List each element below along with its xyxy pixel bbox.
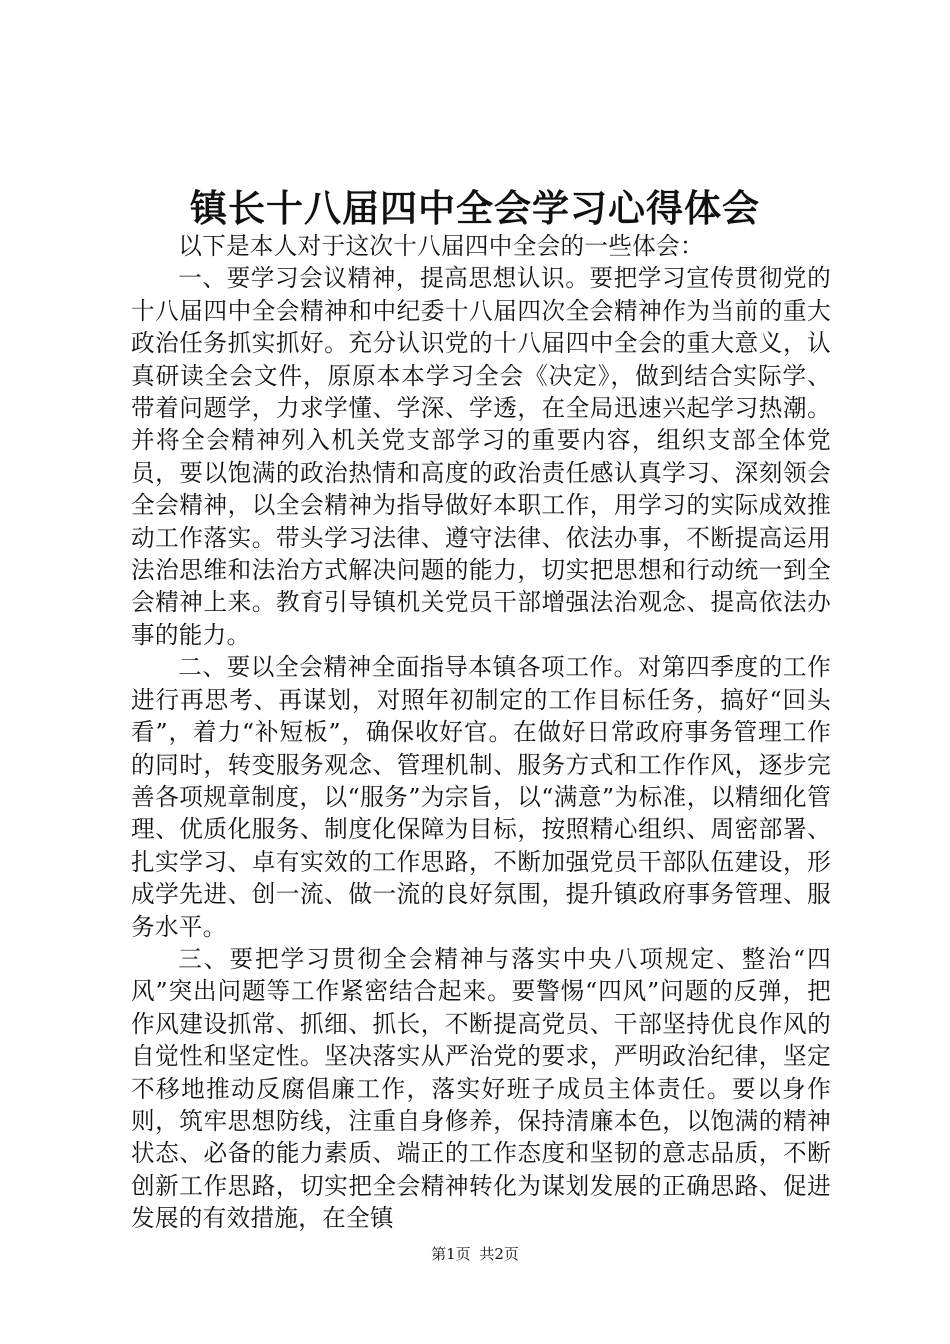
paragraph-1: 一、要学习会议精神，提高思想认识。要把学习宣传贯彻党的十八届四中全会精神和中纪委十八届四次全会精神作为当前的重大政治任务抓实抓好。充分认识党的十八届四中全会的重大意义，认真研读全会文件，原原本本学习全会《决定》，做到结合实际学、带着问题学，力求学懂、学深、学透，在全局迅速兴起学习热潮。并将全会精神列入机关党支部学习的重要内容，组织支部全体党员，要以饱满的政治热情和高度的政治责任感认真学习、深刻领会全会精神，以全会精神为指导做好本职工作，用学习的实际成效推动工作落实。带头学习法律、遵守法律、依法办事，不断提高运用法治思维和法治方式解决问题的能力，切实把思想和行动统一到全会精神上来。教育引导镇机关党员干部增强法治观念、提高依法办事的能力。 [131,264,831,649]
paragraph-3: 三、要把学习贯彻全会精神与落实中央八项规定、整治“四风”突出问题等工作紧密结合起来。要警惕“四风”问题的反弹，把作风建设抓常、抓细、抓长，不断提高党员、干部坚持优良作风的自觉性和坚定性。坚决落实从严治党的要求，严明政治纪律，坚定不移地推动反腐倡廉工作，落实好班子成员主体责任。要以身作则，筑牢思想防线，注重自身修养，保持清廉本色，以饱满的精神状态、必备的能力素质、端正的工作态度和坚韧的意志品质，不断创新工作思路，切实把全会精神转化为谋划发展的正确思路、促进发展的有效措施，在全镇 [131,944,831,1233]
page-number-total: 共2页 [479,1245,519,1263]
page-footer [0,1244,950,1264]
page-number-current: 第1页 [431,1245,471,1263]
document-body [131,230,831,1235]
paragraph-intro: 以下是本人对于这次十八届四中全会的一些体会： [178,232,704,260]
paragraph-2: 二、要以全会精神全面指导本镇各项工作。对第四季度的工作进行再思考、再谋划，对照年初制定的工作目标任务，搞好“回头看”，着力“补短板”，确保收好官。在做好日常政府事务管理工作的同时，转变服务观念、管理机制、服务方式和工作作风，逐步完善各项规章制度，以“服务”为宗旨，以“满意”为标准，以精细化管理、优质化服务、制度化保障为目标，按照精心组织、周密部署、扎实学习、卓有实效的工作思路，不断加强党员干部队伍建设，形成学先进、创一流、做一流的良好氛围，提升镇政府事务管理、服务水平。 [131,653,831,941]
document-title: 镇长十八届四中全会学习心得体会 [190,187,760,230]
